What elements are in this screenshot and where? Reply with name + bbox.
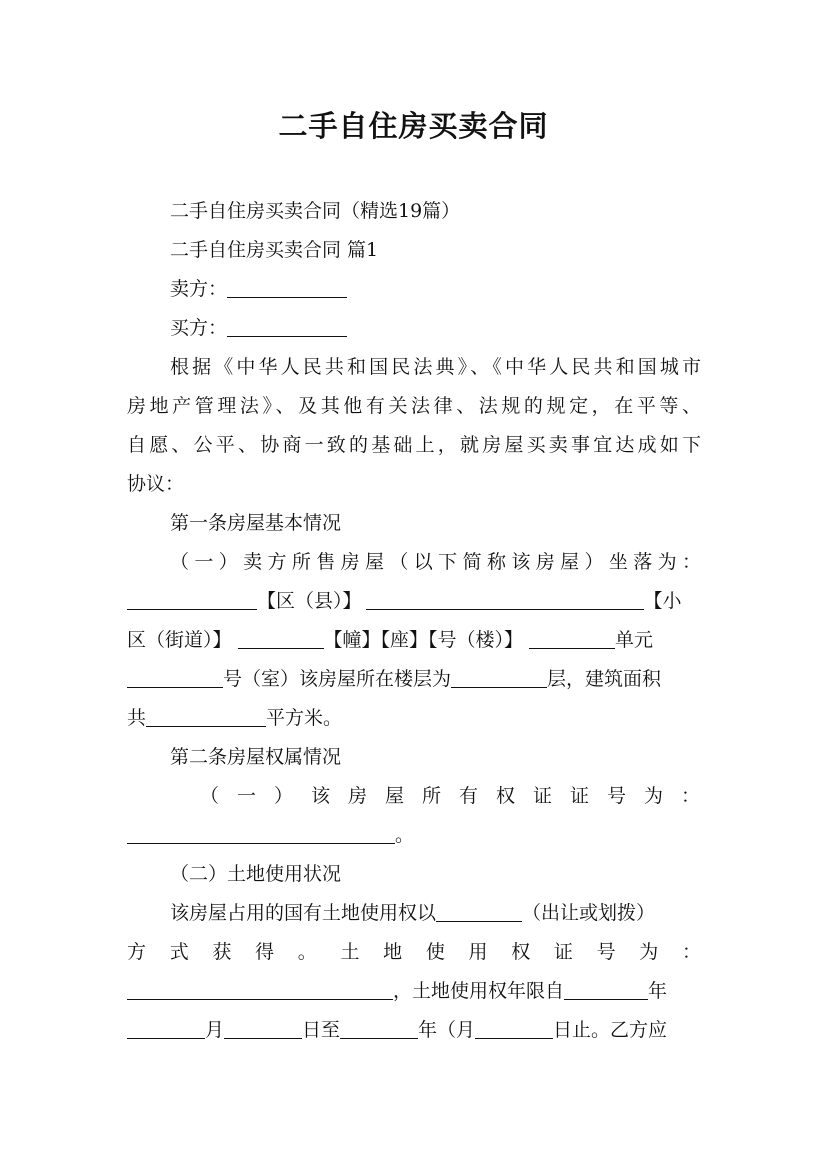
intro-line-1: 根据《中华人民共和国民法典》、《中华人民共和国城市 bbox=[170, 356, 701, 378]
document-title: 二手自住房买卖合同 bbox=[278, 109, 549, 143]
land-text-h: 日止。乙方应 bbox=[553, 1019, 668, 1041]
seller-label: 卖方： bbox=[170, 278, 228, 300]
land-line-3 bbox=[127, 978, 701, 1004]
land-line-2: 方式获得。土地使用权证号为： bbox=[127, 941, 701, 963]
section-1-item-1: （一）卖方所售房屋（以下简称该房屋）坐落为： bbox=[170, 551, 701, 573]
street-blank bbox=[366, 591, 644, 610]
address-line-3 bbox=[127, 666, 701, 692]
room-blank bbox=[127, 669, 223, 688]
land-method-blank bbox=[436, 903, 522, 922]
land-year-start-blank bbox=[564, 981, 648, 1000]
floor-label: 层，建筑面积 bbox=[547, 668, 662, 690]
room-label: 号（室）该房屋所在楼层为 bbox=[223, 668, 452, 690]
cert-end: 。 bbox=[395, 824, 415, 846]
buyer-label: 买方： bbox=[170, 317, 228, 339]
intro-line-2: 房地产管理法》、及其他有关法律、法规的规定，在平等、 bbox=[127, 395, 701, 417]
land-text-b: （出让或划拨） bbox=[522, 902, 656, 924]
address-line-1 bbox=[127, 588, 701, 614]
district-blank bbox=[127, 591, 257, 610]
area-blank bbox=[146, 708, 266, 727]
land-day-end-blank bbox=[475, 1020, 553, 1039]
land-cert-blank bbox=[127, 981, 393, 1000]
land-day-start-blank bbox=[224, 1020, 302, 1039]
section-1-heading: 第一条房屋基本情况 bbox=[170, 512, 342, 534]
xiao-label: 【小 bbox=[643, 590, 682, 612]
address-line-2 bbox=[127, 627, 701, 653]
land-text-c: ，土地使用权年限自 bbox=[393, 980, 565, 1002]
document-subtitle: 二手自住房买卖合同（精选19篇） bbox=[170, 200, 461, 222]
buyer-blank bbox=[227, 318, 347, 337]
cert-blank bbox=[127, 825, 395, 844]
land-month-start-blank bbox=[127, 1020, 205, 1039]
section-2-item-1: （一）该房屋所有权证证号为： bbox=[200, 785, 700, 807]
area-prefix: 共 bbox=[127, 707, 147, 729]
section-2-item-2: （二）土地使用状况 bbox=[170, 863, 342, 885]
land-line-4 bbox=[127, 1017, 701, 1043]
land-year-end-blank bbox=[340, 1020, 418, 1039]
seller-blank bbox=[227, 279, 347, 298]
article-heading: 二手自住房买卖合同 篇1 bbox=[170, 239, 379, 261]
street-label: 区（街道）】 bbox=[127, 629, 232, 651]
intro-line-3: 自愿、公平、协商一致的基础上，就房屋买卖事宜达成如下 bbox=[127, 434, 701, 456]
cert-line bbox=[127, 822, 701, 848]
land-text-d: 年 bbox=[648, 980, 668, 1002]
building-blank bbox=[238, 630, 324, 649]
buyer-line bbox=[170, 315, 701, 341]
intro-line-4: 协议： bbox=[127, 473, 185, 495]
district-label: 【区（县）】 bbox=[257, 590, 362, 612]
land-text-g: 年（月 bbox=[418, 1019, 476, 1041]
building-labels: 【幢】【座】【号（楼）】 bbox=[323, 629, 524, 651]
land-line-1 bbox=[170, 900, 701, 926]
unit-label: 单元 bbox=[615, 629, 654, 651]
area-unit: 平方米。 bbox=[266, 707, 343, 729]
land-text-a: 该房屋占用的国有土地使用权以 bbox=[170, 902, 437, 924]
land-text-e: 月 bbox=[205, 1019, 225, 1041]
seller-line bbox=[170, 276, 701, 302]
floor-blank bbox=[451, 669, 547, 688]
land-text-f: 日至 bbox=[302, 1019, 341, 1041]
address-line-4 bbox=[127, 705, 701, 731]
unit-blank bbox=[529, 630, 615, 649]
section-2-heading: 第二条房屋权属情况 bbox=[170, 746, 342, 768]
